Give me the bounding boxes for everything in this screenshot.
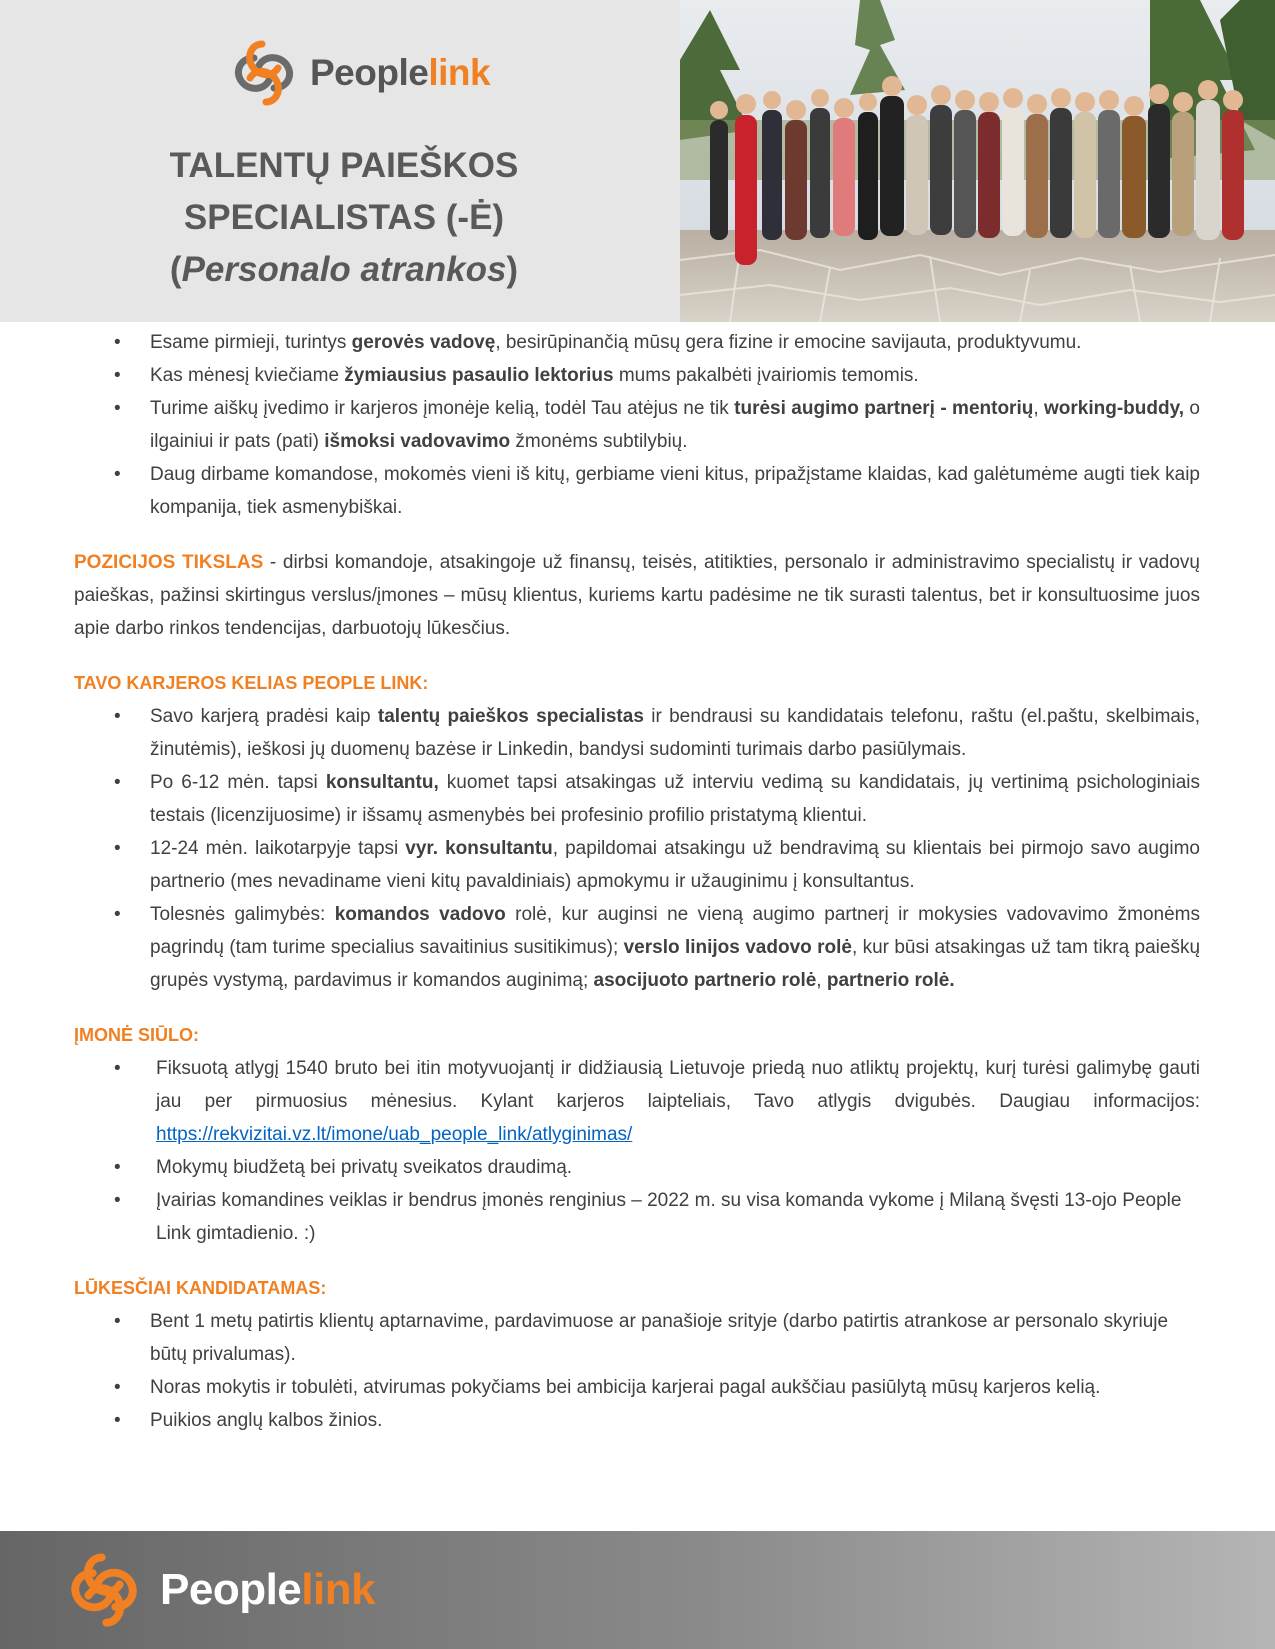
bold-text: komandos vadovo	[334, 904, 506, 925]
text-segment: ,	[1033, 398, 1044, 419]
offer-item-1	[74, 1052, 1200, 1151]
logo-word-link: link	[428, 52, 491, 93]
career-list	[74, 700, 1200, 997]
footer-logo	[68, 1545, 375, 1635]
text-segment: o ilgainiui ir pats (pati)	[150, 398, 1200, 452]
text-segment: Po 6-12 mėn. tapsi	[150, 772, 326, 793]
logo-word-people: People	[310, 52, 429, 93]
paren-open: (	[169, 250, 182, 289]
text-segment: Fiksuotą atlygį 1540 bruto bei itin motyvuojantį ir didžiausią Lietuvoje priedą nuo atliktų projektų, kurį turėsi galimybę gauti jau per pirmuosius mėnesius. Kylant karjeros laipteliais, Tavo atlygis dvigubės. Daugiau informacijos:	[156, 1058, 1200, 1112]
bold-text: partnerio rolė.	[826, 970, 955, 991]
job-title-subtitle: Personalo atrankos	[181, 250, 507, 289]
job-title-line-1: TALENTŲ PAIEŠKOS	[169, 146, 519, 185]
career-heading: TAVO KARJEROS KELIAS PEOPLE LINK:	[74, 673, 429, 693]
text-segment: Turime aiškų įvedimo ir karjeros įmonėje kelią, todėl Tau atėjus ne tik	[150, 398, 735, 419]
logo-wordmark	[310, 52, 490, 94]
position-goal	[74, 546, 1200, 645]
text-segment: Savo karjerą pradėsi kaip	[150, 706, 378, 727]
offer-heading: ĮMONĖ SIŪLO:	[74, 1025, 199, 1045]
intro-item-1	[74, 326, 1200, 359]
job-title-line-3	[60, 244, 628, 296]
text-segment: ,	[816, 970, 827, 991]
job-title	[60, 140, 628, 296]
text-segment: Tolesnės galimybės:	[150, 904, 335, 925]
footer-bar	[0, 1531, 1275, 1649]
bold-text: turėsi augimo partnerį - mentorių	[734, 398, 1034, 419]
text-segment: Įvairias komandines veiklas ir bendrus įmonės renginius – 2022 m. su visa komanda vykome į Milaną švęsti 13-ojo People Link gimtadienio. :)	[156, 1190, 1182, 1244]
text-segment: 12-24 mėn. laikotarpyje tapsi	[150, 838, 406, 859]
position-goal-label: POZICIJOS TIKSLAS	[74, 552, 264, 573]
offer-list	[74, 1052, 1200, 1250]
bold-text: talentų paieškos specialistas	[377, 706, 644, 727]
text-segment: žmonėms subtilybių.	[510, 431, 688, 452]
text-segment: Kas mėnesį kviečiame	[150, 365, 345, 386]
peoplelink-logo-icon	[232, 38, 296, 108]
expectations-list	[74, 1305, 1200, 1437]
text-segment: Daug dirbame komandose, mokomės vieni iš kitų, gerbiame vieni kitus, pripažįstame klaidas, kad galėtumėme augti tiek kaip kompanija, tiek asmenybiškai.	[150, 464, 1200, 518]
expectations-heading: LŪKESČIAI KANDIDATAMAS:	[74, 1278, 327, 1298]
bold-text: verslo linijos vadovo rolė	[623, 937, 852, 958]
text-segment: Esame pirmieji, turintys	[150, 332, 352, 353]
intro-item-4	[74, 458, 1200, 524]
salary-info-link[interactable]: https://rekvizitai.vz.lt/imone/uab_people_link/atlyginimas/	[156, 1124, 633, 1145]
text-segment: ir bendrausi su kandidatais telefonu, raštu (el.paštu, skelbimais, žinutėmis), ieškosi jų duomenų bazėse ir Linkedin, bandysi sudominti turimais darbo pasiūlymais.	[150, 706, 1200, 760]
text-segment: , papildomai atsakingu už bendravimą su klientais bei pirmojo savo augimo partnerio (mes nevadiname vieni kitų pavaldiniais) apmokymu ir užauginimu į konsultantus.	[150, 838, 1201, 892]
intro-item-2	[74, 359, 1200, 392]
bold-text: vyr. konsultantu	[405, 838, 553, 859]
paren-close: )	[506, 250, 519, 289]
team-photo	[680, 0, 1275, 322]
bold-text: žymiausius pasaulio lektorius	[344, 365, 614, 386]
position-goal-text: - dirbsi komandoje, atsakingoje už finansų, teisės, atitikties, personalo ir administravimo specialistų ir vadovų paieškas, pažinsi skirtingus verslus/įmones – mūsų klientus, kuriems kartu padėsime ne tik surasti talentus, bet ir konsultuosime juos apie darbo rinkos tendencijas, darbuotojų lūkesčius.	[74, 552, 1200, 639]
text-segment: , kur būsi atsakingas už tam tikrą paieškų grupės vystymą, pardavimus ir komandos auginimą;	[150, 937, 1201, 991]
text-segment: Mokymų biudžetą bei privatų sveikatos draudimą.	[156, 1157, 573, 1178]
expectation-item-3: • Puikios anglų kalbos žinios.	[74, 1404, 1200, 1437]
text-segment: rolė, kur auginsi ne vieną augimo partnerį ir mokysies vadovavimo žmonėms pagrindų (tam turime specialius savaitinius susitikimus);	[150, 904, 1200, 958]
team-photo-image	[680, 0, 1275, 322]
footer-logo-wordmark: Peoplelink	[160, 1565, 376, 1614]
peoplelink-logo	[232, 38, 490, 108]
bold-text: gerovės vadovę	[351, 332, 496, 353]
text-segment: kuomet tapsi atsakingas už interviu vedimą su kandidatais, jų vertinimą psichologiniais testais (licenzijuosime) ir išsamų asmenybės bei profesinio profilio pristatymą klientui.	[150, 772, 1200, 826]
career-item-1	[74, 700, 1200, 766]
job-title-line-2: SPECIALISTAS (-Ė)	[183, 198, 505, 237]
bold-text: išmoksi vadovavimo	[324, 431, 511, 452]
bold-text: working-buddy,	[1044, 398, 1185, 419]
career-item-2	[74, 766, 1200, 832]
header-panel	[0, 0, 680, 322]
footer-logo-icon	[68, 1550, 140, 1630]
career-item-4	[74, 898, 1200, 997]
expectation-item-2: • Noras mokytis ir tobulėti, atvirumas pokyčiams bei ambicija karjerai pagal aukščiau pasiūlytą mūsų karjeros kelią.	[74, 1371, 1200, 1404]
career-item-3	[74, 832, 1200, 898]
job-description	[74, 326, 1200, 1437]
bold-text: asocijuoto partnerio rolė	[593, 970, 817, 991]
offer-item-2	[74, 1151, 1200, 1184]
offer-item-3	[74, 1184, 1200, 1250]
text-segment: , besirūpinančią mūsų gera fizine ir emocine savijauta, produktyvumu.	[495, 332, 1082, 353]
expectation-item-1: • Bent 1 metų patirtis klientų aptarnavime, pardavimuose ar panašioje srityje (darbo patirtis atrankose ar personalo skyriuje būtų privalumas).	[74, 1305, 1200, 1371]
intro-list	[74, 326, 1200, 524]
text-segment: mums pakalbėti įvairiomis temomis.	[613, 365, 919, 386]
bold-text: konsultantu,	[325, 772, 439, 793]
intro-item-3	[74, 392, 1200, 458]
